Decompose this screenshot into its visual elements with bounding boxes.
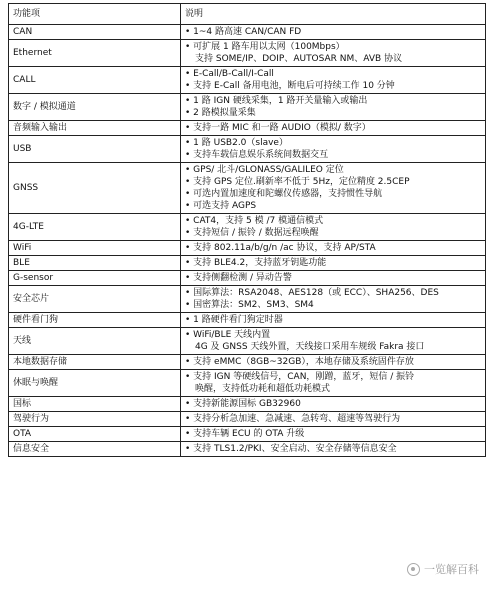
- table-row: [9, 313, 486, 328]
- feature-cell: 天线: [9, 328, 181, 355]
- feature-cell: 硬件看门狗: [9, 313, 181, 328]
- description-line: • E-Call/B-Call/I-Call: [185, 69, 274, 79]
- description-line: • GPS/ 北斗/GLONASS/GALILEO 定位: [185, 165, 344, 175]
- description-cell: [181, 328, 486, 355]
- table-row: [9, 40, 486, 67]
- description-line: • 1 路硬件看门狗定时器: [185, 315, 283, 325]
- header-description: 说明: [181, 4, 486, 25]
- table-row: [9, 136, 486, 163]
- description-cell: [181, 256, 486, 271]
- description-line: • 支持 eMMC（8GB~32GB），本地存储及系统固件存放: [185, 357, 414, 367]
- description-cell: [181, 214, 486, 241]
- feature-cell: 驾驶行为: [9, 412, 181, 427]
- feature-cell: BLE: [9, 256, 181, 271]
- description-line: • 支持车辆 ECU 的 OTA 升级: [185, 429, 305, 439]
- feature-cell: GNSS: [9, 163, 181, 214]
- description-cell: [181, 241, 486, 256]
- description-line: • 可选支持 AGPS: [185, 201, 257, 211]
- description-cell: [181, 40, 486, 67]
- description-line: • 支持 TLS1.2/PKI、安全启动、安全存储等信息安全: [185, 444, 397, 454]
- description-cell: [181, 397, 486, 412]
- description-line: • 支持短信 / 振铃 / 数据远程唤醒: [185, 228, 319, 238]
- table-row: [9, 25, 486, 40]
- table-header-row: [9, 4, 486, 25]
- description-line: • 1 路 IGN 硬线采集，1 路开关量输入或输出: [185, 96, 368, 106]
- description-line: • 支持车载信息娱乐系统间数据交互: [185, 150, 329, 160]
- watermark-text: 一览解百科: [424, 563, 479, 576]
- description-line: • WiFi/BLE 天线内置: [185, 330, 271, 340]
- feature-cell: 安全芯片: [9, 286, 181, 313]
- feature-cell: OTA: [9, 427, 181, 442]
- table-row: [9, 163, 486, 214]
- table-row: [9, 397, 486, 412]
- description-line: 4G 及 GNSS 天线外置，天线接口采用车规级 Fakra 接口: [195, 342, 425, 352]
- description-cell: [181, 442, 486, 457]
- spec-table: [8, 3, 486, 457]
- description-cell: [181, 121, 486, 136]
- description-line: • 1~4 路高速 CAN/CAN FD: [185, 27, 302, 37]
- table-row: [9, 286, 486, 313]
- description-line: • 可选内置加速度和陀螺仪传感器，支持惯性导航: [185, 189, 383, 199]
- description-cell: [181, 94, 486, 121]
- watermark: [407, 561, 479, 577]
- table-row: [9, 67, 486, 94]
- table-row: [9, 94, 486, 121]
- description-line: • 支持 GPS 定位.刷新率不低于 5Hz，定位精度 2.5CEP: [185, 177, 410, 187]
- feature-cell: USB: [9, 136, 181, 163]
- description-cell: [181, 313, 486, 328]
- description-cell: [181, 163, 486, 214]
- feature-cell: 本地数据存储: [9, 355, 181, 370]
- feature-cell: Ethernet: [9, 40, 181, 67]
- description-cell: [181, 271, 486, 286]
- description-cell: [181, 286, 486, 313]
- feature-cell: WiFi: [9, 241, 181, 256]
- description-line: • 支持分析急加速、急减速、急转弯、超速等驾驶行为: [185, 414, 401, 424]
- feature-cell: G-sensor: [9, 271, 181, 286]
- description-cell: [181, 67, 486, 94]
- feature-cell: 4G-LTE: [9, 214, 181, 241]
- feature-cell: 国标: [9, 397, 181, 412]
- description-cell: [181, 25, 486, 40]
- description-cell: [181, 427, 486, 442]
- table-row: [9, 442, 486, 457]
- feature-cell: 休眠与唤醒: [9, 370, 181, 397]
- wechat-logo-icon: [407, 563, 420, 576]
- description-line: • 国密算法：SM2、SM3、SM4: [185, 300, 314, 310]
- description-line: • 支持 E-Call 备用电池，断电后可持续工作 10 分钟: [185, 81, 395, 91]
- table-row: [9, 214, 486, 241]
- table-row: [9, 370, 486, 397]
- description-line: • 支持一路 MIC 和一路 AUDIO（模拟/ 数字）: [185, 123, 371, 133]
- description-line: • 1 路 USB2.0（slave）: [185, 138, 288, 148]
- table-row: [9, 121, 486, 136]
- description-line: • 可扩展 1 路车用以太网（100Mbps）: [185, 42, 345, 52]
- description-line: • 2 路模拟量采集: [185, 108, 256, 118]
- feature-cell: CAN: [9, 25, 181, 40]
- description-cell: [181, 412, 486, 427]
- description-line: • 支持侧翻检测 / 异动告警: [185, 273, 292, 283]
- description-line: 支持 SOME/IP、DOIP、AUTOSAR NM、AVB 协议: [195, 54, 403, 64]
- description-line: • 支持 BLE4.2，支持蓝牙钥匙功能: [185, 258, 327, 268]
- feature-cell: 数字 / 模拟通道: [9, 94, 181, 121]
- description-cell: [181, 136, 486, 163]
- description-line: • 国际算法：RSA2048、AES128（或 ECC）、SHA256、DES: [185, 288, 439, 298]
- feature-cell: 信息安全: [9, 442, 181, 457]
- description-line: • CAT4，支持 5 模 /7 模通信模式: [185, 216, 324, 226]
- table-row: [9, 241, 486, 256]
- description-cell: [181, 355, 486, 370]
- description-line: 唤醒，支持低功耗和超低功耗模式: [195, 384, 331, 394]
- feature-cell: 音频输入输出: [9, 121, 181, 136]
- description-line: • 支持新能源国标 GB32960: [185, 399, 301, 409]
- table-row: [9, 355, 486, 370]
- description-line: • 支持 IGN 等硬线信号，CAN，刚蹭，蓝牙，短信 / 振铃: [185, 372, 415, 382]
- table-row: [9, 328, 486, 355]
- description-line: • 支持 802.11a/b/g/n /ac 协议，支持 AP/STA: [185, 243, 376, 253]
- feature-cell: CALL: [9, 67, 181, 94]
- table-row: [9, 271, 486, 286]
- table-row: [9, 412, 486, 427]
- table-body: [9, 25, 486, 457]
- table-row: [9, 427, 486, 442]
- table-row: [9, 256, 486, 271]
- header-feature: 功能项: [9, 4, 181, 25]
- description-cell: [181, 370, 486, 397]
